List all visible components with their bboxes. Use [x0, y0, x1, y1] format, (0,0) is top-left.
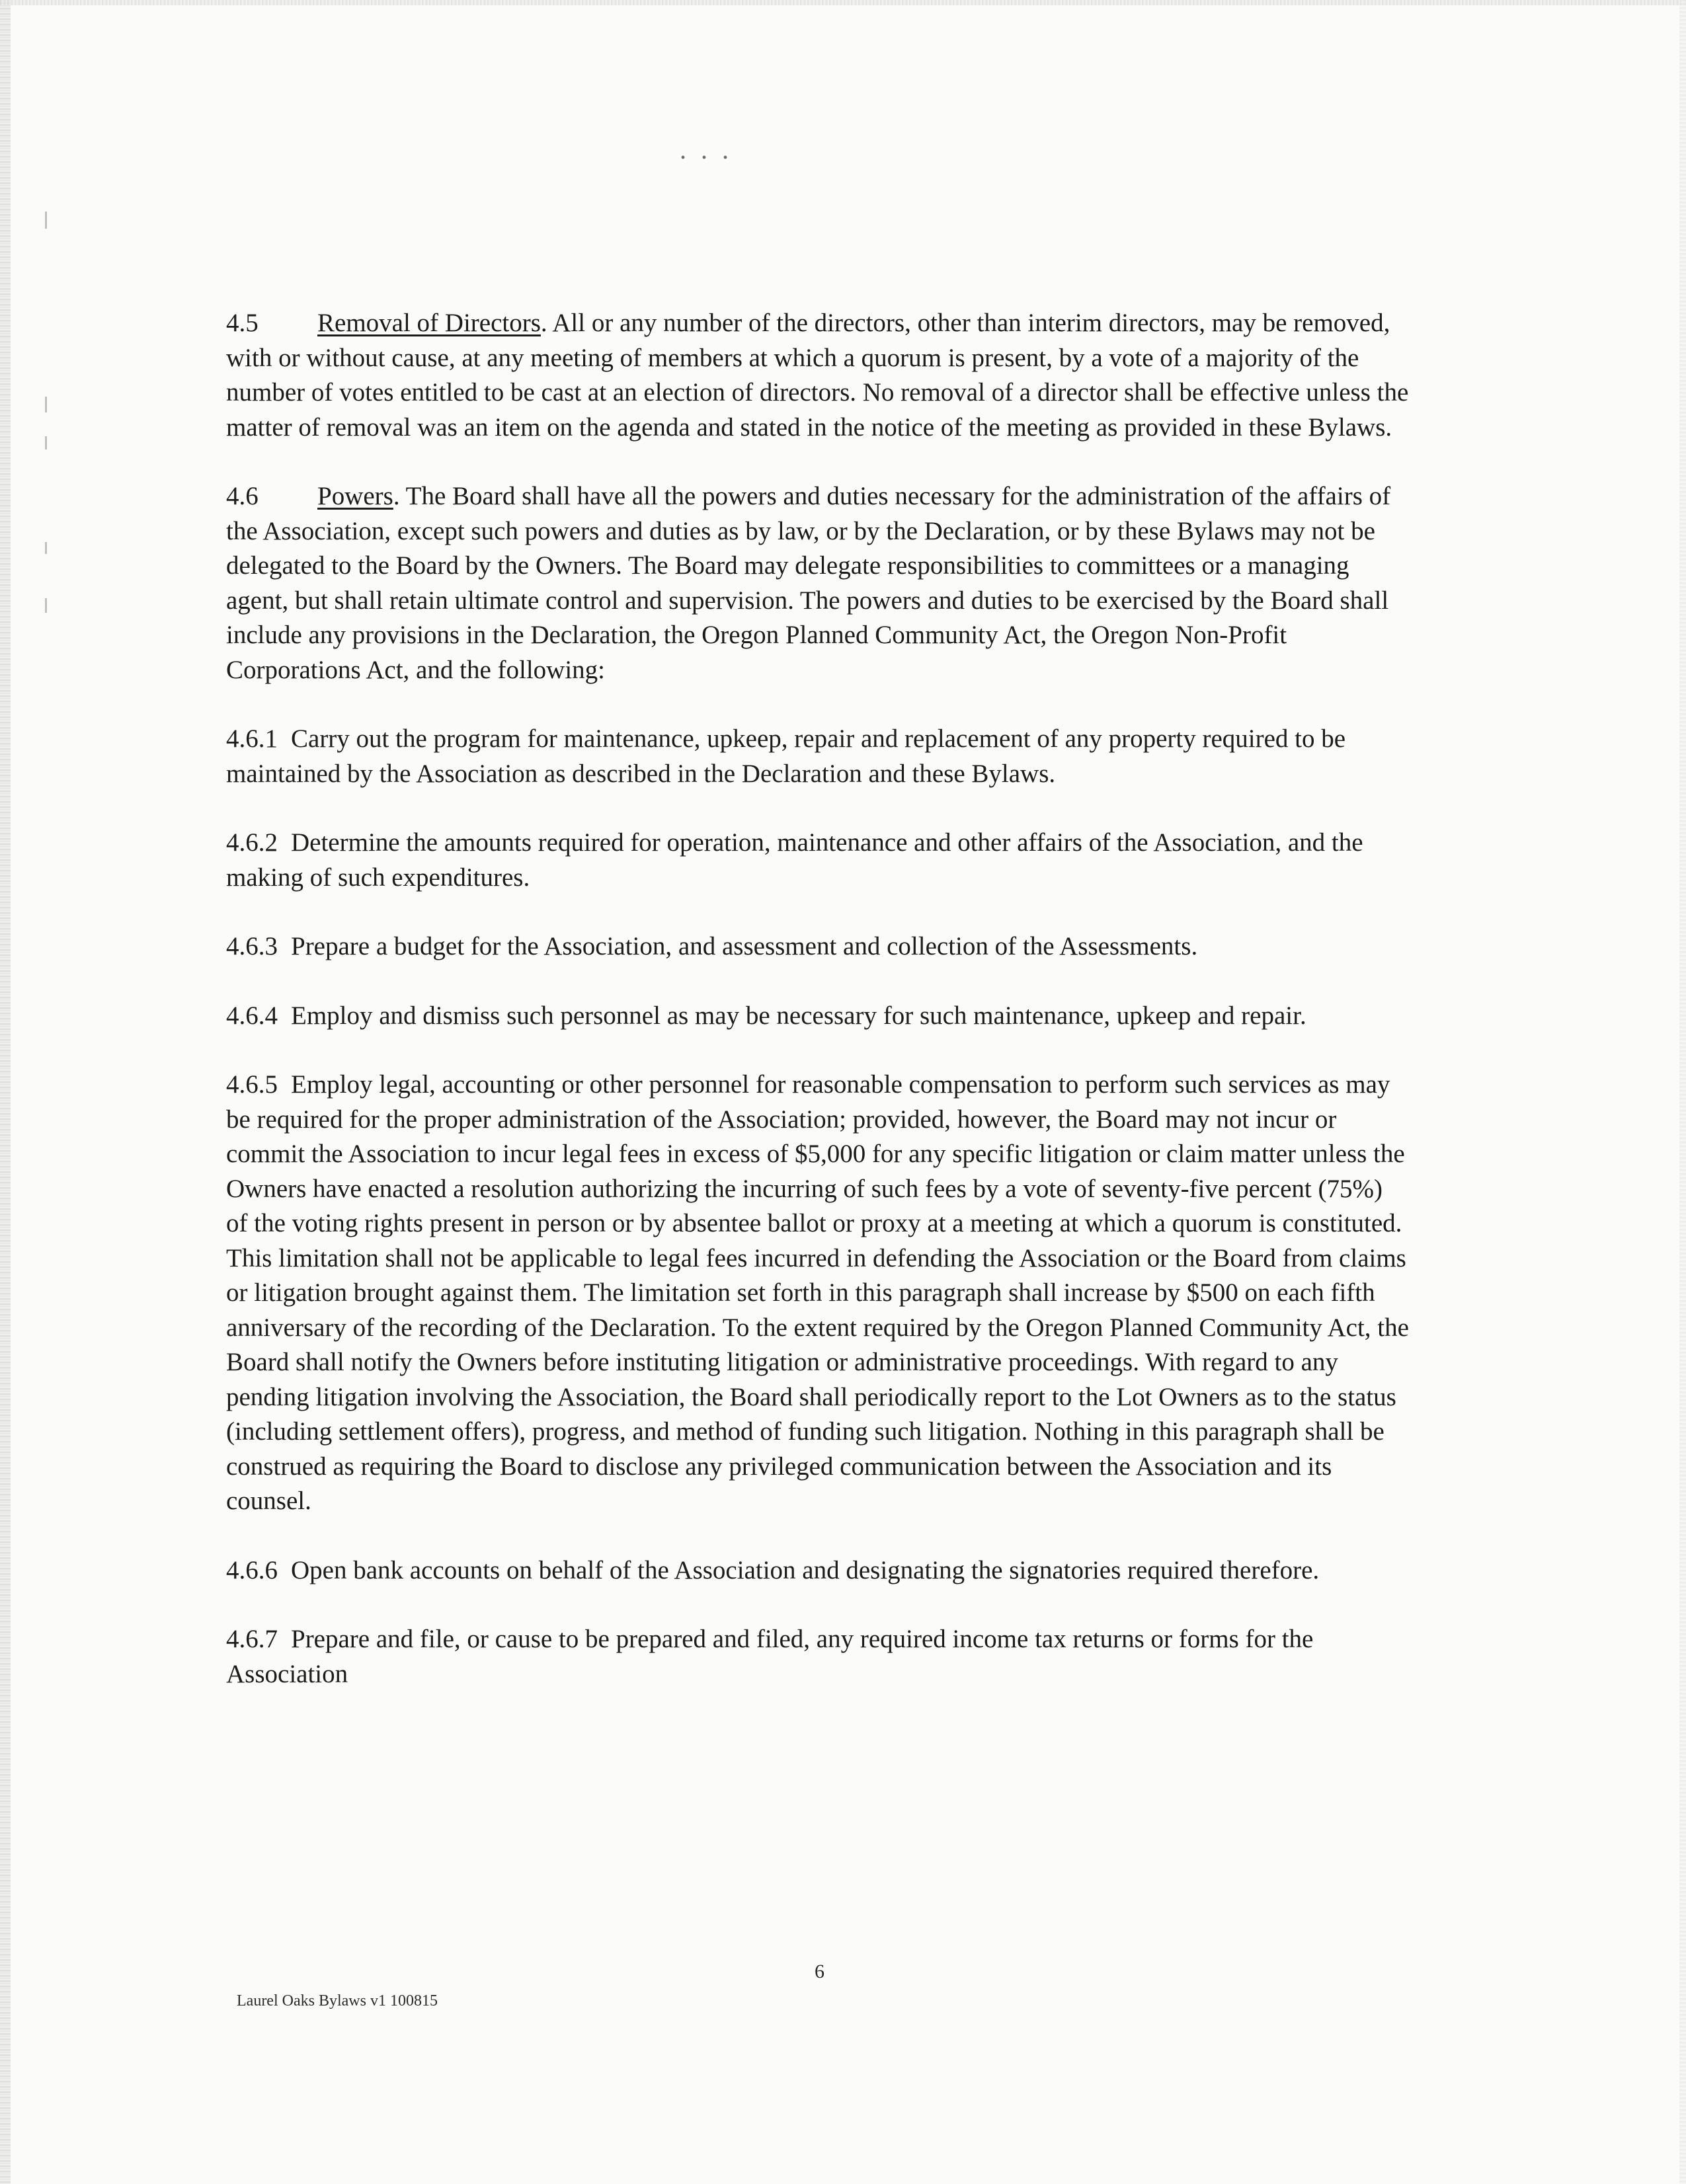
section-text: . All or any number of the directors, other than interim directors, may be removed, with or without cause, at any meeting of members at which a quorum is present, by a vote of a majority of the number of votes entitled to be cast at an election of directors. No removal of a director shall be effective unless the matter of removal was an item on the agenda and stated in the notice of the meeting as provided in these Bylaws. [226, 309, 1409, 442]
scan-mark [45, 598, 47, 613]
subsection-text: Carry out the program for maintenance, upkeep, repair and replacement of any property required to be maintained by the Association as described in the Declaration and these Bylaws. [226, 724, 1346, 788]
scan-edge-right [1679, 0, 1686, 2184]
subsection-4-6-7 [226, 1622, 1410, 1692]
subsection-number: 4.6.5 [226, 1070, 278, 1099]
scan-edge-top [0, 0, 1686, 5]
section-number: 4.5 [226, 309, 259, 337]
section-heading: Powers [317, 482, 393, 510]
scan-edge-left [0, 0, 11, 2184]
section-4-5 [226, 306, 1410, 445]
subsection-text: Employ legal, accounting or other personnel for reasonable compensation to perform such services as may be required for the proper administration of the Association; provided, however, the Board may not incur or commit the Association to incur legal fees in excess of $5,000 for any specific litigation or claim matter unless the Owners have enacted a resolution authorizing the incurring of such fees by a vote of seventy-five percent (75%) of the voting rights present in person or by absentee ballot or proxy at a meeting at which a quorum is constituted. This limitation shall not be applicable to legal fees incurred in defending the Association or the Board from claims or litigation brought against them. The limitation set forth in this paragraph shall increase by $500 on each fifth anniversary of the recording of the Declaration. To the extent required by the Oregon Planned Community Act, the Board shall notify the Owners before instituting litigation or administrative proceedings. With regard to any pending litigation involving the Association, the Board shall periodically report to the Lot Owners as to the status (including settlement offers), progress, and method of funding such litigation. Nothing in this paragraph shall be construed as requiring the Board to disclose any privileged communication between the Association and its counsel. [226, 1070, 1409, 1515]
subsection-4-6-3 [226, 929, 1410, 964]
scan-mark [45, 436, 47, 449]
subsection-number: 4.6.3 [226, 932, 278, 960]
scan-mark [45, 212, 47, 229]
subsection-4-6-2 [226, 826, 1410, 895]
document-body [226, 306, 1410, 1726]
subsection-4-6-1 [226, 722, 1410, 791]
subsection-4-6-5 [226, 1068, 1410, 1519]
section-4-6 [226, 479, 1410, 687]
subsection-text: Prepare and file, or cause to be prepared and filed, any required income tax returns or forms for the Association [226, 1625, 1314, 1688]
subsection-text: Open bank accounts on behalf of the Association and designating the signatories required therefore. [291, 1555, 1320, 1584]
subsection-4-6-4 [226, 999, 1410, 1034]
subsection-number: 4.6.4 [226, 1001, 278, 1030]
page-number: 6 [815, 1961, 824, 1982]
subsection-number: 4.6.6 [226, 1555, 278, 1584]
subsection-text: Determine the amounts required for operation, maintenance and other affairs of the Association, and the making of such expenditures. [226, 828, 1363, 892]
section-text: . The Board shall have all the powers and duties necessary for the administration of the affairs of the Association, except such powers and duties as by law, or by the Declaration, or by these Bylaws may not be delegated to the Board by the Owners. The Board may delegate responsibilities to committees or a managing agent, but shall retain ultimate control and supervision. The powers and duties to be exercised by the Board shall include any provisions in the Declaration, the Oregon Planned Community Act, the Oregon Non-Profit Corporations Act, and the following: [226, 482, 1391, 684]
section-heading: Removal of Directors [317, 309, 541, 337]
subsection-text: Prepare a budget for the Association, and assessment and collection of the Assessments. [291, 932, 1198, 960]
subsection-text: Employ and dismiss such personnel as may be necessary for such maintenance, upkeep and repair. [291, 1001, 1306, 1030]
footer-document-id: Laurel Oaks Bylaws v1 100815 [237, 1992, 438, 2009]
subsection-number: 4.6.7 [226, 1625, 278, 1653]
subsection-4-6-6 [226, 1553, 1410, 1588]
subsection-number: 4.6.2 [226, 828, 278, 857]
section-number: 4.6 [226, 482, 259, 510]
subsection-number: 4.6.1 [226, 724, 278, 753]
header-mark: • • • [680, 151, 735, 165]
scan-mark [45, 397, 47, 412]
scan-mark [45, 542, 47, 554]
